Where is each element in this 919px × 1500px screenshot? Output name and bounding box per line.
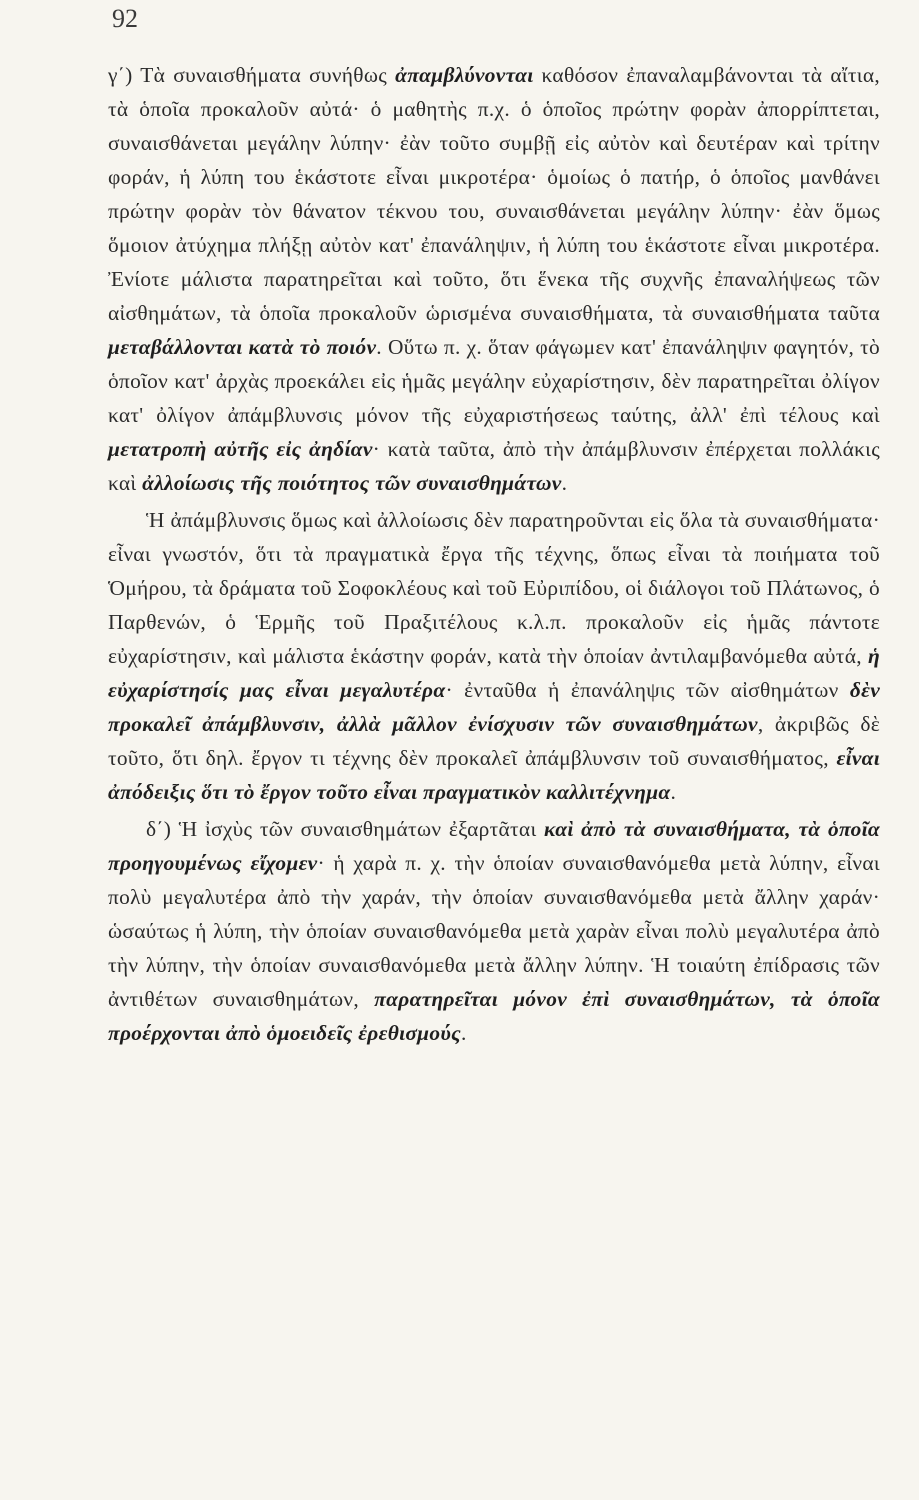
paragraph-gamma [108,58,880,500]
body-text: καθόσον ἐπαναλαμβάνονται τὰ αἴτια, τὰ ὁποῖα προκαλοῦν αὐτά· ὁ μαθητὴς π.χ. ὁ ὁποῖος πρώτην φορὰν ἀπορρίπτεται, συναισθάνεται μεγάλην λύπην· ἐὰν τοῦτο συμβῇ εἰς αὐτὸν καὶ δευτέραν καὶ τρίτην φοράν, ἡ λύπη του ἑκάστοτε εἶναι μικροτέρα· ὁμοίως ὁ πατήρ, ὁ ὁποῖος μανθάνει πρώτην φορὰν τὸν θάνατον τέκνου του, συναισθάνεται μεγάλην λύπην· ἐὰν ὅμως ὅμοιον ἀτύχημα πλήξῃ αὐτὸν κατ' ἐπανάληψιν, ἡ λύπη του ἑκάστοτε εἶναι μικροτέρα. Ἐνίοτε μάλιστα παρατηρεῖται καὶ τοῦτο, ὅτι ἕνεκα τῆς συχνῆς ἐπαναλήψεως τῶν αἰσθημάτων, τὰ ὁποῖα προκαλοῦν ὡρισμένα συναισθήματα, τὰ συναισθήματα ταῦτα [108,63,880,325]
emphasized-text: παρατηρεῖται μόνον ἐπὶ συναισθημάτων, τὰ ὁποῖα προέρχονται ἀπὸ ὁμοειδεῖς ἐρεθισμούς [108,987,881,1045]
paragraph-alteration [108,503,880,809]
body-text: · κατὰ ταῦτα, ἀπὸ τὴν ἀπάμβλυνσιν ἐπέρχεται πολλάκις καὶ [108,437,880,495]
emphasized-text: δὲν προκαλεῖ ἀπάμβλυνσιν, ἀλλὰ μᾶλλον ἐνίσχυσιν τῶν συναισθημάτων [108,678,880,736]
body-text: . Οὕτω π. χ. ὅταν φάγωμεν κατ' ἐπανάληψιν φαγητόν, τὸ ὁποῖον κατ' ἀρχὰς προεκάλει εἰς ἡμᾶς μεγάλην εὐχαρίστησιν, δὲν παρατηρεῖται ὀλίγον κατ' ὀλίγον ἀπάμβλυνσις μόνον τῆς εὐχαριστήσεως ταύτης, ἀλλ' ἐπὶ τέλους καὶ [108,335,880,427]
body-text: · ἡ χαρὰ π. χ. τὴν ὁποίαν συναισθανόμεθα μετὰ λύπην, εἶναι πολὺ μεγαλυτέρα ἀπὸ τὴν χαράν, τὴν ὁποίαν συναισθανόμεθα μετὰ ἄλλην χαράν· ὡσαύτως ἡ λύπη, τὴν ὁποίαν συναισθανόμεθα μετὰ χαρὰν εἶναι πολὺ μεγαλυτέρα ἀπὸ τὴν λύπην, τὴν ὁποίαν συναισθανόμεθα μετὰ ἄλλην λύπην. Ἡ τοιαύτη ἐπίδρασις τῶν ἀντιθέτων συναισθημάτων, [108,851,880,1011]
body-text: γ΄) Τὰ συναισθήματα συνήθως [108,63,396,87]
body-text: · ἐνταῦθα ἡ ἐπανάληψις τῶν αἰσθημάτων [445,678,850,702]
body-text: δ΄) Ἡ ἰσχὺς τῶν συναισθημάτων ἐξαρτᾶται [146,817,545,841]
emphasized-text: ἀπαμβλύνονται [395,63,534,87]
text-body [108,58,880,1053]
body-text: . [561,471,568,495]
page-number: 92 [112,4,138,33]
emphasized-text: ἡ εὐχαρίστησίς μας εἶναι μεγαλυτέρα [108,644,880,702]
emphasized-text: καὶ ἀπὸ τὰ συναισθήματα, τὰ ὁποῖα προηγουμένως εἴχομεν [108,817,880,875]
body-text: . [670,780,677,804]
paragraph-delta [108,812,880,1050]
emphasized-text: μεταβάλλονται κατὰ τὸ ποιόν [108,335,377,359]
emphasized-text: μετατροπὴ αὐτῆς εἰς ἀηδίαν [108,437,373,461]
body-text: Ἡ ἀπάμβλυνσις ὅμως καὶ ἀλλοίωσις δὲν παρατηροῦνται εἰς ὅλα τὰ συναισθήματα· εἶναι γνωστόν, ὅτι τὰ πραγματικὰ ἔργα τῆς τέχνης, ὅπως εἶναι τὰ ποιήματα τοῦ Ὁμήρου, τὰ δράματα τοῦ Σοφοκλέους καὶ τοῦ Εὐριπίδου, οἱ διάλογοι τοῦ Πλάτωνος, ὁ Παρθενών, ὁ Ἑρμῆς τοῦ Πραξιτέλους κ.λ.π. προκαλοῦν εἰς ἡμᾶς πάντοτε εὐχαρίστησιν, καὶ μάλιστα ἑκάστην φοράν, κατὰ τὴν ὁποίαν ἀντιλαμβανόμεθα αὐτά, [108,508,880,668]
emphasized-text: ἀλλοίωσις τῆς ποιότητος τῶν συναισθημάτων [142,471,562,495]
body-text: , ἀκριβῶς δὲ τοῦτο, ὅτι δηλ. ἔργον τι τέχνης δὲν προκαλεῖ ἀπάμβλυνσιν τοῦ συναισθήματος, [108,712,880,770]
body-text: . [460,1021,467,1045]
emphasized-text: εἶναι ἀπόδειξις ὅτι τὸ ἔργον τοῦτο εἶναι πραγματικὸν καλλιτέχνημα [108,746,880,804]
